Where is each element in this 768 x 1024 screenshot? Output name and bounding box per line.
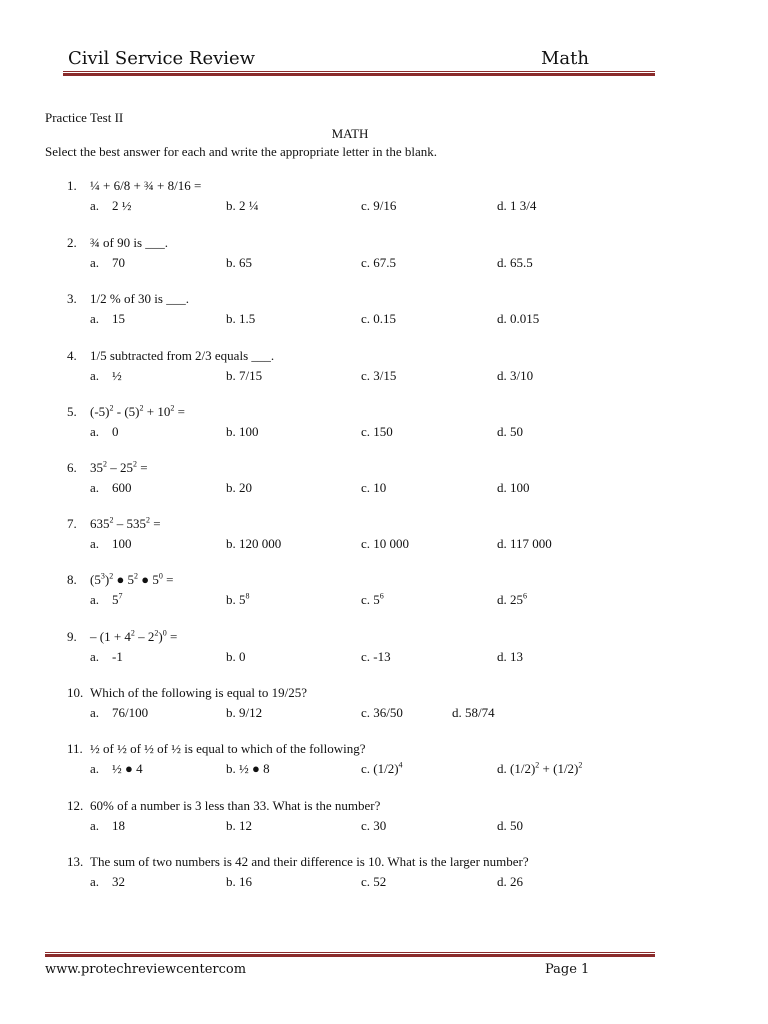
option-a: 15: [112, 311, 125, 326]
option-a: 100: [112, 536, 132, 551]
question-10: [0, 685, 768, 725]
option-b: b. 9/12: [226, 705, 263, 720]
question-number: 10.: [67, 685, 84, 700]
option-a: 76/100: [112, 705, 149, 720]
header-subject: Math: [541, 48, 589, 69]
option-a: 18: [112, 818, 125, 833]
question-number: 3.: [67, 291, 77, 306]
question-number: 1.: [67, 178, 77, 193]
question-text: $35^2 - 25^2$ =: [90, 459, 148, 475]
option-a: ½: [112, 368, 122, 383]
option-d: d. 65.5: [497, 255, 533, 270]
header-title: Civil Service Review: [68, 48, 256, 69]
option-c: c. 10: [361, 480, 387, 495]
test-title: Practice Test II: [45, 110, 124, 125]
subject-title: MATH: [331, 126, 369, 141]
option-a: -1: [112, 649, 123, 664]
option-b: b. 0: [226, 649, 246, 664]
option-c: c. $5^6$: [361, 591, 384, 607]
question-number: 4.: [67, 348, 77, 363]
question-6: [0, 460, 768, 500]
option-a: 0: [112, 424, 119, 439]
question-text: – $(1 + 4^2 - 2^2)^0$ =: [90, 628, 178, 644]
footer-website: www.protechreviewcentercom: [45, 962, 247, 977]
option-a-label: a.: [90, 705, 100, 720]
option-b: b. 65: [226, 255, 252, 270]
question-number: 5.: [67, 404, 77, 419]
question-text: $(-5)^2 - (5)^2 + 10^2$ =: [90, 403, 185, 419]
question-text: 1/5 subtracted from 2/3 equals ___.: [90, 348, 275, 363]
header-rule: [63, 71, 655, 76]
option-d: d. 1 3/4: [497, 198, 537, 213]
option-a-label: a.: [90, 480, 100, 495]
question-text: 1/2 % of 30 is ___.: [90, 291, 189, 306]
option-a-label: a.: [90, 368, 100, 383]
question-number: 6.: [67, 460, 77, 475]
question-text: Which of the following is equal to 19/25?: [90, 685, 307, 700]
option-a: $5^7$: [112, 591, 123, 607]
option-a-label: a.: [90, 874, 100, 889]
option-d: d. $25^6$: [497, 591, 527, 607]
option-b: b. $5^8$: [226, 591, 250, 607]
page-number: Page 1: [545, 962, 590, 977]
question-text: ¼ + 6/8 + ¾ + 8/16 =: [90, 178, 202, 193]
question-text: The sum of two numbers is 42 and their difference is 10. What is the larger number?: [90, 854, 529, 869]
option-a-label: a.: [90, 592, 100, 607]
option-d: d. 50: [497, 818, 523, 833]
option-d: d. $(1/2)^2 + (1/2)^2$: [497, 760, 583, 776]
option-b: b. 20: [226, 480, 252, 495]
option-c: c. $(1/2)^4$: [361, 760, 403, 776]
question-4: [0, 348, 768, 388]
option-a: 2 ½: [112, 198, 132, 213]
option-c: c. 0.15: [361, 311, 397, 326]
question-7: [0, 516, 768, 556]
option-d: d. 3/10: [497, 368, 534, 383]
option-a-label: a.: [90, 761, 100, 776]
question-number: 12.: [67, 798, 84, 813]
instructions: Select the best answer for each and write the appropriate letter in the blank.: [45, 144, 438, 159]
option-a-label: a.: [90, 255, 100, 270]
question-1: [0, 178, 768, 218]
option-b: b. 16: [226, 874, 252, 889]
question-2: [0, 235, 768, 275]
question-3: [0, 291, 768, 331]
question-text: ¾ of 90 is ___.: [90, 235, 168, 250]
option-a: 600: [112, 480, 132, 495]
option-c: c. -13: [361, 649, 391, 664]
option-d: d. 13: [497, 649, 523, 664]
question-text: 60% of a number is 3 less than 33. What is the number?: [90, 798, 381, 813]
question-number: 8.: [67, 572, 77, 587]
question-9: [0, 629, 768, 669]
question-number: 13.: [67, 854, 84, 869]
question-number: 7.: [67, 516, 77, 531]
option-a: 32: [112, 874, 125, 889]
option-c: c. 52: [361, 874, 387, 889]
question-5: [0, 404, 768, 444]
option-c: c. 3/15: [361, 368, 397, 383]
option-b: b. 2 ¼: [226, 198, 259, 213]
option-b: b. 120 000: [226, 536, 282, 551]
option-c: c. 36/50: [361, 705, 403, 720]
question-text: ½ of ½ of ½ of ½ is equal to which of the following?: [90, 741, 366, 756]
option-d: d. 117 000: [497, 536, 552, 551]
option-c: c. 10 000: [361, 536, 410, 551]
option-a: 70: [112, 255, 125, 270]
question-8: [0, 572, 768, 612]
option-d: d. 50: [497, 424, 523, 439]
option-b: b. 12: [226, 818, 252, 833]
option-a-label: a.: [90, 536, 100, 551]
question-number: 9.: [67, 629, 77, 644]
option-d: d. 100: [497, 480, 530, 495]
question-13: [0, 854, 768, 894]
question-12: [0, 798, 768, 838]
option-a-label: a.: [90, 424, 100, 439]
footer-rule: [45, 952, 655, 957]
option-a-label: a.: [90, 311, 100, 326]
option-b: b. 7/15: [226, 368, 263, 383]
option-a: ½ ● 4: [112, 761, 143, 776]
question-text: $(5^3)^2$ ● $5^2$ ● $5^0$ =: [90, 571, 174, 587]
option-c: c. 67.5: [361, 255, 397, 270]
question-11: [0, 741, 768, 781]
option-a-label: a.: [90, 818, 100, 833]
option-b: b. 100: [226, 424, 259, 439]
question-number: 11.: [67, 741, 83, 756]
option-a-label: a.: [90, 198, 100, 213]
question-text: $635^2 - 535^2$ =: [90, 515, 161, 531]
option-b: b. 1.5: [226, 311, 256, 326]
option-b: b. ½ ● 8: [226, 761, 270, 776]
option-c: c. 9/16: [361, 198, 397, 213]
option-d: d. 58/74: [452, 705, 495, 720]
option-d: d. 0.015: [497, 311, 540, 326]
question-number: 2.: [67, 235, 77, 250]
option-a-label: a.: [90, 649, 100, 664]
option-c: c. 30: [361, 818, 387, 833]
option-c: c. 150: [361, 424, 393, 439]
option-d: d. 26: [497, 874, 523, 889]
